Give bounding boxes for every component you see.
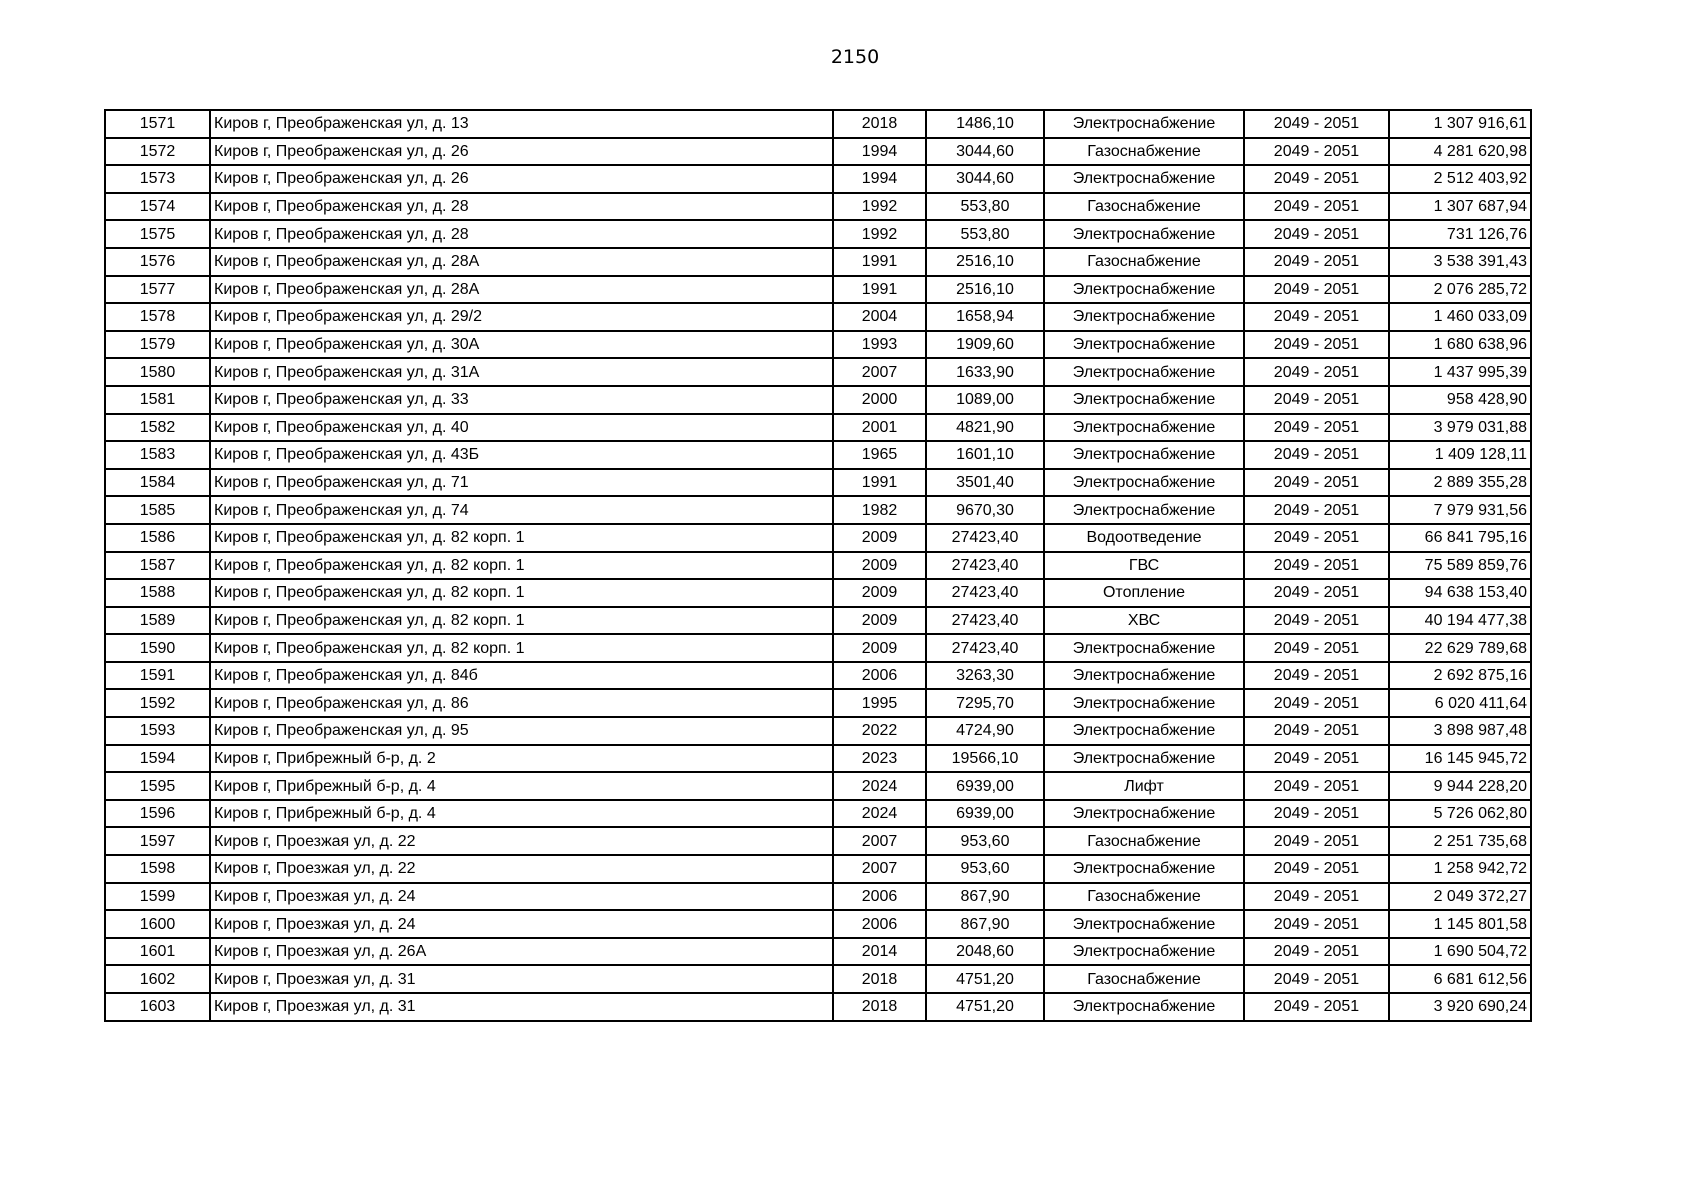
row-number-cell: 1594 bbox=[105, 745, 210, 773]
row-number-cell: 1584 bbox=[105, 469, 210, 497]
year-cell: 2018 bbox=[833, 993, 926, 1021]
cost-cell: 5 726 062,80 bbox=[1389, 800, 1531, 828]
year-cell: 2009 bbox=[833, 579, 926, 607]
year-cell: 1994 bbox=[833, 138, 926, 166]
cost-cell: 958 428,90 bbox=[1389, 386, 1531, 414]
area-cell: 1486,10 bbox=[926, 110, 1044, 138]
address-cell: Киров г, Преображенская ул, д. 84б bbox=[210, 662, 833, 690]
address-cell: Киров г, Преображенская ул, д. 28А bbox=[210, 248, 833, 276]
table-row bbox=[105, 662, 1531, 690]
row-number-cell: 1571 bbox=[105, 110, 210, 138]
period-cell: 2049 - 2051 bbox=[1244, 689, 1389, 717]
cost-cell: 2 076 285,72 bbox=[1389, 276, 1531, 304]
cost-cell: 94 638 153,40 bbox=[1389, 579, 1531, 607]
row-number-cell: 1597 bbox=[105, 827, 210, 855]
area-cell: 19566,10 bbox=[926, 745, 1044, 773]
table-row bbox=[105, 193, 1531, 221]
period-cell: 2049 - 2051 bbox=[1244, 579, 1389, 607]
period-cell: 2049 - 2051 bbox=[1244, 358, 1389, 386]
table-row bbox=[105, 552, 1531, 580]
table-row bbox=[105, 607, 1531, 635]
row-number-cell: 1601 bbox=[105, 938, 210, 966]
year-cell: 2007 bbox=[833, 827, 926, 855]
period-cell: 2049 - 2051 bbox=[1244, 331, 1389, 359]
address-cell: Киров г, Преображенская ул, д. 30А bbox=[210, 331, 833, 359]
row-number-cell: 1576 bbox=[105, 248, 210, 276]
table-row bbox=[105, 331, 1531, 359]
row-number-cell: 1575 bbox=[105, 220, 210, 248]
cost-cell: 1 680 638,96 bbox=[1389, 331, 1531, 359]
service-cell: Электроснабжение bbox=[1044, 110, 1244, 138]
service-cell: Электроснабжение bbox=[1044, 717, 1244, 745]
cost-cell: 9 944 228,20 bbox=[1389, 772, 1531, 800]
address-cell: Киров г, Проезжая ул, д. 26А bbox=[210, 938, 833, 966]
period-cell: 2049 - 2051 bbox=[1244, 193, 1389, 221]
year-cell: 2022 bbox=[833, 717, 926, 745]
period-cell: 2049 - 2051 bbox=[1244, 827, 1389, 855]
row-number-cell: 1588 bbox=[105, 579, 210, 607]
cost-cell: 3 979 031,88 bbox=[1389, 414, 1531, 442]
period-cell: 2049 - 2051 bbox=[1244, 165, 1389, 193]
row-number-cell: 1585 bbox=[105, 496, 210, 524]
address-cell: Киров г, Проезжая ул, д. 24 bbox=[210, 883, 833, 911]
table-row bbox=[105, 220, 1531, 248]
table-row bbox=[105, 138, 1531, 166]
cost-cell: 2 251 735,68 bbox=[1389, 827, 1531, 855]
area-cell: 3263,30 bbox=[926, 662, 1044, 690]
service-cell: Электроснабжение bbox=[1044, 634, 1244, 662]
service-cell: Электроснабжение bbox=[1044, 745, 1244, 773]
cost-cell: 6 020 411,64 bbox=[1389, 689, 1531, 717]
cost-cell: 1 409 128,11 bbox=[1389, 441, 1531, 469]
address-cell: Киров г, Прибрежный б-р, д. 2 bbox=[210, 745, 833, 773]
year-cell: 2018 bbox=[833, 965, 926, 993]
cost-cell: 731 126,76 bbox=[1389, 220, 1531, 248]
table-row bbox=[105, 855, 1531, 883]
address-cell: Киров г, Преображенская ул, д. 43Б bbox=[210, 441, 833, 469]
area-cell: 953,60 bbox=[926, 827, 1044, 855]
table-row bbox=[105, 496, 1531, 524]
cost-cell: 1 690 504,72 bbox=[1389, 938, 1531, 966]
area-cell: 27423,40 bbox=[926, 607, 1044, 635]
cost-cell: 3 898 987,48 bbox=[1389, 717, 1531, 745]
address-cell: Киров г, Преображенская ул, д. 95 bbox=[210, 717, 833, 745]
service-cell: Электроснабжение bbox=[1044, 689, 1244, 717]
address-cell: Киров г, Преображенская ул, д. 82 корп. 1 bbox=[210, 634, 833, 662]
service-cell: Отопление bbox=[1044, 579, 1244, 607]
cost-cell: 2 889 355,28 bbox=[1389, 469, 1531, 497]
service-cell: ХВС bbox=[1044, 607, 1244, 635]
period-cell: 2049 - 2051 bbox=[1244, 496, 1389, 524]
area-cell: 867,90 bbox=[926, 883, 1044, 911]
period-cell: 2049 - 2051 bbox=[1244, 772, 1389, 800]
service-cell: Электроснабжение bbox=[1044, 303, 1244, 331]
service-cell: Лифт bbox=[1044, 772, 1244, 800]
period-cell: 2049 - 2051 bbox=[1244, 110, 1389, 138]
year-cell: 2007 bbox=[833, 358, 926, 386]
table-row bbox=[105, 165, 1531, 193]
row-number-cell: 1599 bbox=[105, 883, 210, 911]
row-number-cell: 1602 bbox=[105, 965, 210, 993]
area-cell: 6939,00 bbox=[926, 800, 1044, 828]
period-cell: 2049 - 2051 bbox=[1244, 938, 1389, 966]
period-cell: 2049 - 2051 bbox=[1244, 441, 1389, 469]
year-cell: 1992 bbox=[833, 220, 926, 248]
area-cell: 3044,60 bbox=[926, 165, 1044, 193]
area-cell: 3044,60 bbox=[926, 138, 1044, 166]
cost-cell: 7 979 931,56 bbox=[1389, 496, 1531, 524]
address-cell: Киров г, Преображенская ул, д. 82 корп. 1 bbox=[210, 579, 833, 607]
row-number-cell: 1582 bbox=[105, 414, 210, 442]
area-cell: 553,80 bbox=[926, 220, 1044, 248]
row-number-cell: 1589 bbox=[105, 607, 210, 635]
period-cell: 2049 - 2051 bbox=[1244, 634, 1389, 662]
service-cell: Электроснабжение bbox=[1044, 441, 1244, 469]
address-cell: Киров г, Преображенская ул, д. 74 bbox=[210, 496, 833, 524]
cost-cell: 66 841 795,16 bbox=[1389, 524, 1531, 552]
table-row bbox=[105, 303, 1531, 331]
row-number-cell: 1598 bbox=[105, 855, 210, 883]
year-cell: 2006 bbox=[833, 910, 926, 938]
year-cell: 2018 bbox=[833, 110, 926, 138]
service-cell: Электроснабжение bbox=[1044, 386, 1244, 414]
service-cell: Газоснабжение bbox=[1044, 827, 1244, 855]
year-cell: 1995 bbox=[833, 689, 926, 717]
cost-cell: 1 307 687,94 bbox=[1389, 193, 1531, 221]
year-cell: 2004 bbox=[833, 303, 926, 331]
table-row bbox=[105, 883, 1531, 911]
area-cell: 1909,60 bbox=[926, 331, 1044, 359]
service-cell: Электроснабжение bbox=[1044, 331, 1244, 359]
table-row bbox=[105, 634, 1531, 662]
year-cell: 2006 bbox=[833, 883, 926, 911]
year-cell: 1982 bbox=[833, 496, 926, 524]
table-row bbox=[105, 524, 1531, 552]
cost-cell: 4 281 620,98 bbox=[1389, 138, 1531, 166]
table-row bbox=[105, 772, 1531, 800]
year-cell: 2024 bbox=[833, 772, 926, 800]
area-cell: 2516,10 bbox=[926, 276, 1044, 304]
service-cell: Газоснабжение bbox=[1044, 248, 1244, 276]
row-number-cell: 1583 bbox=[105, 441, 210, 469]
row-number-cell: 1592 bbox=[105, 689, 210, 717]
period-cell: 2049 - 2051 bbox=[1244, 276, 1389, 304]
year-cell: 2023 bbox=[833, 745, 926, 773]
row-number-cell: 1600 bbox=[105, 910, 210, 938]
service-cell: Электроснабжение bbox=[1044, 469, 1244, 497]
table-row bbox=[105, 469, 1531, 497]
service-cell: Газоснабжение bbox=[1044, 965, 1244, 993]
address-cell: Киров г, Прибрежный б-р, д. 4 bbox=[210, 772, 833, 800]
cost-cell: 2 512 403,92 bbox=[1389, 165, 1531, 193]
service-cell: Электроснабжение bbox=[1044, 496, 1244, 524]
year-cell: 2014 bbox=[833, 938, 926, 966]
row-number-cell: 1574 bbox=[105, 193, 210, 221]
period-cell: 2049 - 2051 bbox=[1244, 883, 1389, 911]
service-cell: Электроснабжение bbox=[1044, 910, 1244, 938]
period-cell: 2049 - 2051 bbox=[1244, 138, 1389, 166]
area-cell: 1601,10 bbox=[926, 441, 1044, 469]
table-body bbox=[105, 110, 1531, 1021]
service-cell: Электроснабжение bbox=[1044, 414, 1244, 442]
table-row bbox=[105, 358, 1531, 386]
area-cell: 553,80 bbox=[926, 193, 1044, 221]
address-cell: Киров г, Преображенская ул, д. 29/2 bbox=[210, 303, 833, 331]
period-cell: 2049 - 2051 bbox=[1244, 965, 1389, 993]
service-cell: Электроснабжение bbox=[1044, 800, 1244, 828]
year-cell: 2009 bbox=[833, 524, 926, 552]
table-row bbox=[105, 827, 1531, 855]
cost-cell: 2 049 372,27 bbox=[1389, 883, 1531, 911]
service-cell: Водоотведение bbox=[1044, 524, 1244, 552]
table-row bbox=[105, 110, 1531, 138]
service-cell: Газоснабжение bbox=[1044, 138, 1244, 166]
area-cell: 27423,40 bbox=[926, 552, 1044, 580]
row-number-cell: 1573 bbox=[105, 165, 210, 193]
period-cell: 2049 - 2051 bbox=[1244, 220, 1389, 248]
service-cell: ГВС bbox=[1044, 552, 1244, 580]
table-row bbox=[105, 579, 1531, 607]
address-cell: Киров г, Преображенская ул, д. 28 bbox=[210, 193, 833, 221]
area-cell: 4821,90 bbox=[926, 414, 1044, 442]
row-number-cell: 1580 bbox=[105, 358, 210, 386]
address-cell: Киров г, Прибрежный б-р, д. 4 bbox=[210, 800, 833, 828]
cost-cell: 6 681 612,56 bbox=[1389, 965, 1531, 993]
address-cell: Киров г, Проезжая ул, д. 31 bbox=[210, 993, 833, 1021]
period-cell: 2049 - 2051 bbox=[1244, 414, 1389, 442]
cost-cell: 2 692 875,16 bbox=[1389, 662, 1531, 690]
table-row bbox=[105, 689, 1531, 717]
service-cell: Электроснабжение bbox=[1044, 662, 1244, 690]
year-cell: 2007 bbox=[833, 855, 926, 883]
year-cell: 2009 bbox=[833, 552, 926, 580]
table-row bbox=[105, 938, 1531, 966]
cost-cell: 75 589 859,76 bbox=[1389, 552, 1531, 580]
year-cell: 2000 bbox=[833, 386, 926, 414]
year-cell: 1992 bbox=[833, 193, 926, 221]
address-cell: Киров г, Проезжая ул, д. 22 bbox=[210, 827, 833, 855]
cost-cell: 22 629 789,68 bbox=[1389, 634, 1531, 662]
row-number-cell: 1578 bbox=[105, 303, 210, 331]
cost-cell: 1 437 995,39 bbox=[1389, 358, 1531, 386]
address-cell: Киров г, Преображенская ул, д. 13 bbox=[210, 110, 833, 138]
service-cell: Электроснабжение bbox=[1044, 938, 1244, 966]
area-cell: 867,90 bbox=[926, 910, 1044, 938]
row-number-cell: 1579 bbox=[105, 331, 210, 359]
service-cell: Газоснабжение bbox=[1044, 193, 1244, 221]
cost-cell: 3 538 391,43 bbox=[1389, 248, 1531, 276]
table-row bbox=[105, 276, 1531, 304]
year-cell: 2009 bbox=[833, 607, 926, 635]
repair-schedule-table bbox=[104, 109, 1532, 1022]
period-cell: 2049 - 2051 bbox=[1244, 800, 1389, 828]
period-cell: 2049 - 2051 bbox=[1244, 607, 1389, 635]
service-cell: Электроснабжение bbox=[1044, 220, 1244, 248]
table-row bbox=[105, 910, 1531, 938]
table-row bbox=[105, 993, 1531, 1021]
period-cell: 2049 - 2051 bbox=[1244, 524, 1389, 552]
address-cell: Киров г, Проезжая ул, д. 31 bbox=[210, 965, 833, 993]
area-cell: 27423,40 bbox=[926, 524, 1044, 552]
service-cell: Электроснабжение bbox=[1044, 993, 1244, 1021]
address-cell: Киров г, Преображенская ул, д. 26 bbox=[210, 165, 833, 193]
row-number-cell: 1591 bbox=[105, 662, 210, 690]
service-cell: Электроснабжение bbox=[1044, 855, 1244, 883]
cost-cell: 1 307 916,61 bbox=[1389, 110, 1531, 138]
table-row bbox=[105, 248, 1531, 276]
area-cell: 9670,30 bbox=[926, 496, 1044, 524]
period-cell: 2049 - 2051 bbox=[1244, 910, 1389, 938]
area-cell: 2516,10 bbox=[926, 248, 1044, 276]
cost-cell: 3 920 690,24 bbox=[1389, 993, 1531, 1021]
period-cell: 2049 - 2051 bbox=[1244, 855, 1389, 883]
table-row bbox=[105, 717, 1531, 745]
address-cell: Киров г, Преображенская ул, д. 31А bbox=[210, 358, 833, 386]
cost-cell: 1 145 801,58 bbox=[1389, 910, 1531, 938]
year-cell: 1991 bbox=[833, 276, 926, 304]
service-cell: Газоснабжение bbox=[1044, 883, 1244, 911]
cost-cell: 1 460 033,09 bbox=[1389, 303, 1531, 331]
year-cell: 2024 bbox=[833, 800, 926, 828]
period-cell: 2049 - 2051 bbox=[1244, 303, 1389, 331]
period-cell: 2049 - 2051 bbox=[1244, 552, 1389, 580]
cost-cell: 16 145 945,72 bbox=[1389, 745, 1531, 773]
address-cell: Киров г, Преображенская ул, д. 71 bbox=[210, 469, 833, 497]
period-cell: 2049 - 2051 bbox=[1244, 717, 1389, 745]
area-cell: 2048,60 bbox=[926, 938, 1044, 966]
area-cell: 1633,90 bbox=[926, 358, 1044, 386]
cost-cell: 1 258 942,72 bbox=[1389, 855, 1531, 883]
year-cell: 1991 bbox=[833, 248, 926, 276]
period-cell: 2049 - 2051 bbox=[1244, 993, 1389, 1021]
year-cell: 1993 bbox=[833, 331, 926, 359]
row-number-cell: 1590 bbox=[105, 634, 210, 662]
table-row bbox=[105, 414, 1531, 442]
row-number-cell: 1577 bbox=[105, 276, 210, 304]
row-number-cell: 1572 bbox=[105, 138, 210, 166]
table-row bbox=[105, 745, 1531, 773]
year-cell: 1965 bbox=[833, 441, 926, 469]
table-row bbox=[105, 386, 1531, 414]
year-cell: 1994 bbox=[833, 165, 926, 193]
area-cell: 4751,20 bbox=[926, 993, 1044, 1021]
area-cell: 7295,70 bbox=[926, 689, 1044, 717]
service-cell: Электроснабжение bbox=[1044, 165, 1244, 193]
page-number: 2150 bbox=[830, 46, 880, 68]
area-cell: 3501,40 bbox=[926, 469, 1044, 497]
address-cell: Киров г, Преображенская ул, д. 26 bbox=[210, 138, 833, 166]
address-cell: Киров г, Преображенская ул, д. 28А bbox=[210, 276, 833, 304]
year-cell: 2009 bbox=[833, 634, 926, 662]
cost-cell: 40 194 477,38 bbox=[1389, 607, 1531, 635]
address-cell: Киров г, Преображенская ул, д. 86 bbox=[210, 689, 833, 717]
table-row bbox=[105, 800, 1531, 828]
table-row bbox=[105, 441, 1531, 469]
address-cell: Киров г, Преображенская ул, д. 40 bbox=[210, 414, 833, 442]
row-number-cell: 1593 bbox=[105, 717, 210, 745]
area-cell: 4724,90 bbox=[926, 717, 1044, 745]
row-number-cell: 1603 bbox=[105, 993, 210, 1021]
row-number-cell: 1586 bbox=[105, 524, 210, 552]
table-row bbox=[105, 965, 1531, 993]
service-cell: Электроснабжение bbox=[1044, 276, 1244, 304]
row-number-cell: 1595 bbox=[105, 772, 210, 800]
row-number-cell: 1581 bbox=[105, 386, 210, 414]
area-cell: 1658,94 bbox=[926, 303, 1044, 331]
address-cell: Киров г, Проезжая ул, д. 24 bbox=[210, 910, 833, 938]
row-number-cell: 1596 bbox=[105, 800, 210, 828]
address-cell: Киров г, Преображенская ул, д. 82 корп. 1 bbox=[210, 552, 833, 580]
area-cell: 953,60 bbox=[926, 855, 1044, 883]
year-cell: 1991 bbox=[833, 469, 926, 497]
year-cell: 2001 bbox=[833, 414, 926, 442]
address-cell: Киров г, Проезжая ул, д. 22 bbox=[210, 855, 833, 883]
period-cell: 2049 - 2051 bbox=[1244, 386, 1389, 414]
area-cell: 1089,00 bbox=[926, 386, 1044, 414]
period-cell: 2049 - 2051 bbox=[1244, 745, 1389, 773]
address-cell: Киров г, Преображенская ул, д. 28 bbox=[210, 220, 833, 248]
address-cell: Киров г, Преображенская ул, д. 82 корп. 1 bbox=[210, 524, 833, 552]
period-cell: 2049 - 2051 bbox=[1244, 662, 1389, 690]
period-cell: 2049 - 2051 bbox=[1244, 248, 1389, 276]
area-cell: 27423,40 bbox=[926, 634, 1044, 662]
period-cell: 2049 - 2051 bbox=[1244, 469, 1389, 497]
row-number-cell: 1587 bbox=[105, 552, 210, 580]
area-cell: 4751,20 bbox=[926, 965, 1044, 993]
service-cell: Электроснабжение bbox=[1044, 358, 1244, 386]
year-cell: 2006 bbox=[833, 662, 926, 690]
address-cell: Киров г, Преображенская ул, д. 33 bbox=[210, 386, 833, 414]
area-cell: 6939,00 bbox=[926, 772, 1044, 800]
area-cell: 27423,40 bbox=[926, 579, 1044, 607]
address-cell: Киров г, Преображенская ул, д. 82 корп. 1 bbox=[210, 607, 833, 635]
